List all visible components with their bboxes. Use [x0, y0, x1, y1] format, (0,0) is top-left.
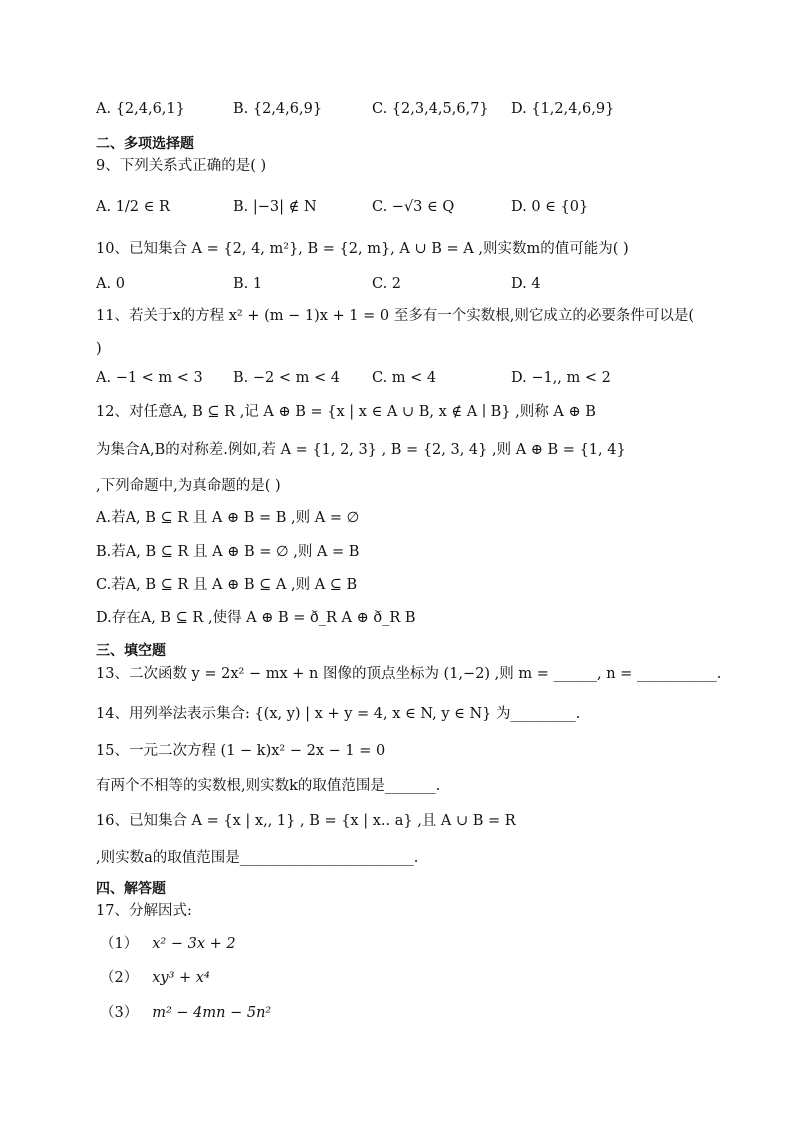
q11-stem: 11、若关于x的方程 x² + (m − 1)x + 1 = 0 至多有一个实数根,则它成立的必要条件可以是(	[96, 308, 694, 324]
section-multiple-choice-title: 二、多项选择题	[96, 136, 194, 152]
q8-option-a: A. {2,4,6,1}	[96, 101, 185, 117]
q17-part-2-expr: xy³ + x⁴	[152, 970, 210, 986]
q17-part-3	[100, 1002, 271, 1024]
q17-part-1-expr: x² − 3x + 2	[152, 936, 236, 952]
q9-option-c: C. −√3 ∈ Q	[372, 199, 455, 215]
q11-option-a: A. −1 < m < 3	[96, 370, 203, 386]
q12-option-b: B.若A, B ⊆ R 且 A ⊕ B = ∅ ,则 A = B	[96, 544, 360, 560]
q17-part-1-label: （1）	[100, 936, 139, 952]
q17-part-2	[100, 967, 210, 989]
q10-stem: 10、已知集合 A = {2, 4, m²}, B = {2, m}, A ∪ B = A ,则实数m的值可能为( )	[96, 241, 629, 257]
q16-stem: 16、已知集合 A = {x | x,, 1} , B = {x | x.. a} ,且 A ∪ B = R	[96, 813, 516, 829]
q17-part-3-label: （3）	[100, 1005, 139, 1021]
q8-option-c: C. {2,3,4,5,6,7}	[372, 101, 489, 117]
q8-option-b: B. {2,4,6,9}	[233, 101, 323, 117]
section-fill-in-title: 三、填空题	[96, 643, 166, 659]
q10-option-b: B. 1	[233, 276, 263, 292]
q12-question: ,下列命题中,为真命题的是( )	[96, 478, 281, 494]
q12-option-a: A.若A, B ⊆ R 且 A ⊕ B = B ,则 A = ∅	[96, 510, 360, 526]
q9-option-d: D. 0 ∈ {0}	[511, 199, 589, 215]
q15-stem: 15、一元二次方程 (1 − k)x² − 2x − 1 = 0	[96, 743, 386, 759]
q11-option-b: B. −2 < m < 4	[233, 370, 340, 386]
q17-stem: 17、分解因式:	[96, 903, 192, 919]
q14-stem: 14、用列举法表示集合: {(x, y) | x + y = 4, x ∈ N, y ∈ N} 为_________.	[96, 706, 581, 722]
q17-part-2-label: （2）	[100, 970, 139, 986]
section-solution-title: 四、解答题	[96, 881, 166, 897]
q8-option-d: D. {1,2,4,6,9}	[511, 101, 615, 117]
q12-option-d: D.存在A, B ⊆ R ,使得 A ⊕ B = ð_R A ⊕ ð_R B	[96, 610, 416, 626]
q10-option-d: D. 4	[511, 276, 541, 292]
q12-example: 为集合A,B的对称差.例如,若 A = {1, 2, 3} , B = {2, 3, 4} ,则 A ⊕ B = {1, 4}	[96, 442, 626, 458]
q13-stem: 13、二次函数 y = 2x² − mx + n 图像的顶点坐标为 (1,−2) ,则 m = ______, n = ___________.	[96, 666, 722, 682]
q10-option-a: A. 0	[96, 276, 125, 292]
q16-question: ,则实数a的取值范围是________________________.	[96, 850, 419, 866]
q12-stem: 12、对任意A, B ⊆ R ,记 A ⊕ B = {x | x ∈ A ∪ B, x ∉ A ∣ B} ,则称 A ⊕ B	[96, 404, 596, 420]
q11-option-d: D. −1,, m < 2	[511, 370, 611, 386]
q11-option-c: C. m < 4	[372, 370, 437, 386]
q9-stem: 9、下列关系式正确的是( )	[96, 158, 267, 174]
q10-option-c: C. 2	[372, 276, 402, 292]
q11-stem-continued: )	[96, 341, 102, 357]
q17-part-3-expr: m² − 4mn − 5n²	[152, 1005, 272, 1021]
q17-part-1	[100, 933, 236, 955]
q9-option-a: A. 1/2 ∈ R	[96, 199, 170, 215]
q9-option-b: B. |−3| ∉ N	[233, 199, 317, 215]
q15-question: 有两个不相等的实数根,则实数k的取值范围是_______.	[96, 778, 441, 794]
q12-option-c: C.若A, B ⊆ R 且 A ⊕ B ⊆ A ,则 A ⊆ B	[96, 577, 358, 593]
